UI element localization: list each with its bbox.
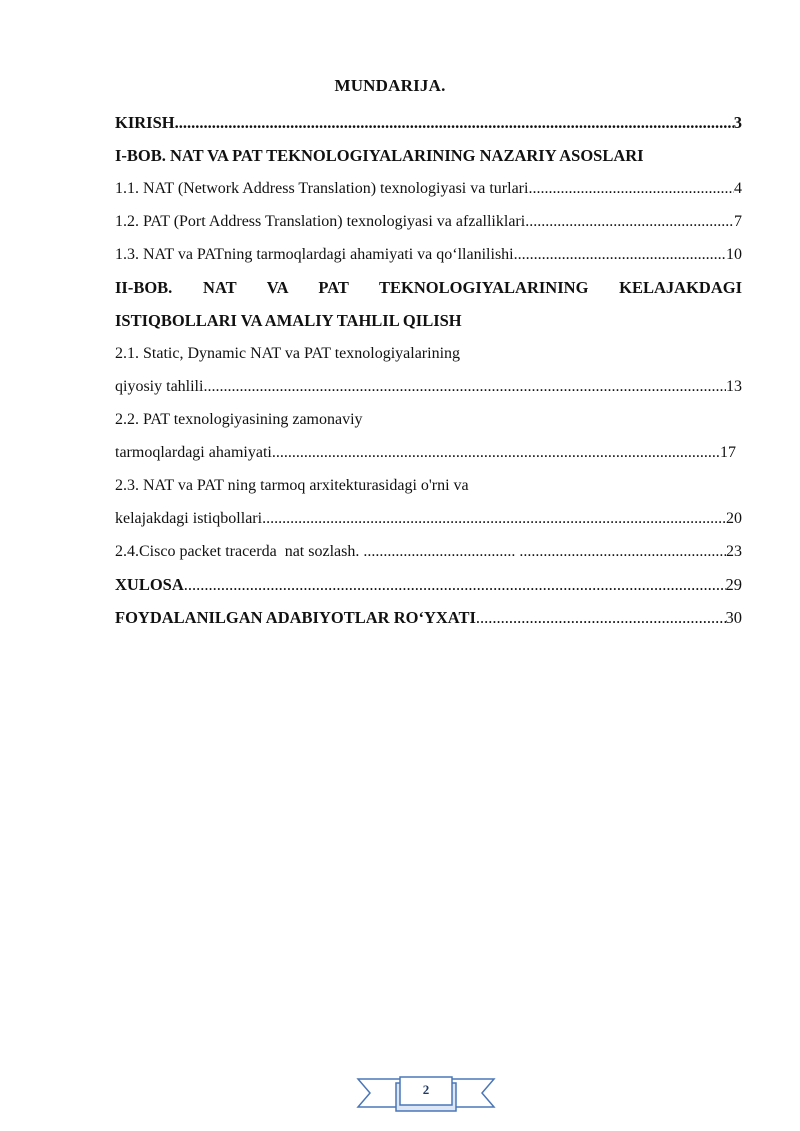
- toc-entry-label: 2.4.Cisco packet tracerda nat sozlash. ......................................: [115, 543, 520, 560]
- toc-entry-2-1[interactable]: [115, 370, 742, 403]
- toc-entry-2-2[interactable]: [115, 436, 736, 469]
- toc-entry-page: 10: [726, 246, 742, 263]
- toc-entry-label: tarmoqlardagi ahamiyati: [115, 444, 272, 461]
- toc-entry-kirish[interactable]: [115, 106, 742, 139]
- dot-leader: [519, 535, 726, 568]
- toc-entry-label: FOYDALANILGAN ADABIYOTLAR RO‘YXATI: [115, 608, 476, 627]
- toc-entry-label: XULOSA: [115, 575, 184, 594]
- toc-entry-label: KIRISH: [115, 113, 175, 132]
- toc-entry-page: 29: [725, 575, 742, 594]
- toc-entry-1-2[interactable]: [115, 205, 742, 238]
- dot-leader: [262, 502, 726, 535]
- dot-leader: [175, 106, 734, 139]
- dot-leader: [272, 436, 720, 469]
- toc-entry-2-4[interactable]: [115, 535, 742, 568]
- table-of-contents: [115, 106, 742, 634]
- toc-chapter-2-line-2[interactable]: [115, 304, 742, 337]
- toc-entry-label: I-BOB. NAT VA PAT TEKNOLOGIYALARINING NAZARIY ASOSLARI: [115, 146, 644, 165]
- dot-leader: [514, 238, 726, 271]
- dot-leader: [476, 601, 726, 634]
- toc-entry-page: 30: [725, 608, 742, 627]
- dot-leader: [184, 568, 726, 601]
- toc-entry-label: 1.2. PAT (Port Address Translation) texnologiyasi va afzalliklari: [115, 213, 526, 230]
- toc-entry-label: 1.3. NAT va PATning tarmoqlardagi ahamiyati va qo‘llanilishi: [115, 246, 514, 263]
- toc-entry-page: 23: [726, 543, 742, 560]
- toc-entry-label: II-BOB. NAT VA PAT TEKNOLOGIYALARINING KELAJAKDAGI: [115, 278, 742, 297]
- dot-leader: [203, 370, 726, 403]
- toc-entry-page: 7: [734, 213, 742, 230]
- toc-entry-label: kelajakdagi istiqbollari: [115, 510, 263, 527]
- toc-entry-page: 4: [734, 180, 742, 197]
- toc-entry-2-3-first-line[interactable]: 2.3. NAT va PAT ning tarmoq arxitekturasidagi o'rni va: [115, 477, 469, 494]
- toc-title: MUNDARIJA.: [334, 76, 446, 95]
- toc-entry-label: qiyosiy tahlili: [115, 378, 204, 395]
- toc-entry-adabiyotlar[interactable]: [115, 601, 742, 634]
- toc-entry-page: 13: [726, 378, 742, 395]
- toc-entry-xulosa[interactable]: [115, 568, 742, 601]
- toc-chapter-2-line-1[interactable]: [115, 271, 742, 304]
- toc-chapter-1[interactable]: [115, 139, 742, 172]
- dot-leader: [528, 172, 734, 205]
- toc-entry-page: 20: [726, 510, 742, 527]
- toc-entry-2-1-first-line[interactable]: 2.1. Static, Dynamic NAT va PAT texnologiyalarining: [115, 345, 461, 362]
- toc-entry-2-2-first-line[interactable]: 2.2. PAT texnologiyasining zamonaviy: [115, 411, 363, 428]
- toc-entry-label: ISTIQBOLLARI VA AMALIY TAHLIL QILISH: [115, 311, 462, 330]
- toc-entry-page: 17: [720, 444, 736, 461]
- page-number: 2: [422, 1082, 430, 1097]
- dot-leader: [525, 205, 734, 238]
- toc-entry-page: 3: [733, 113, 742, 132]
- toc-entry-1-1[interactable]: [115, 172, 742, 205]
- toc-entry-label: 1.1. NAT (Network Address Translation) texnologiyasi va turlari: [115, 180, 529, 197]
- toc-entry-2-3[interactable]: [115, 502, 742, 535]
- toc-entry-1-3[interactable]: [115, 238, 742, 271]
